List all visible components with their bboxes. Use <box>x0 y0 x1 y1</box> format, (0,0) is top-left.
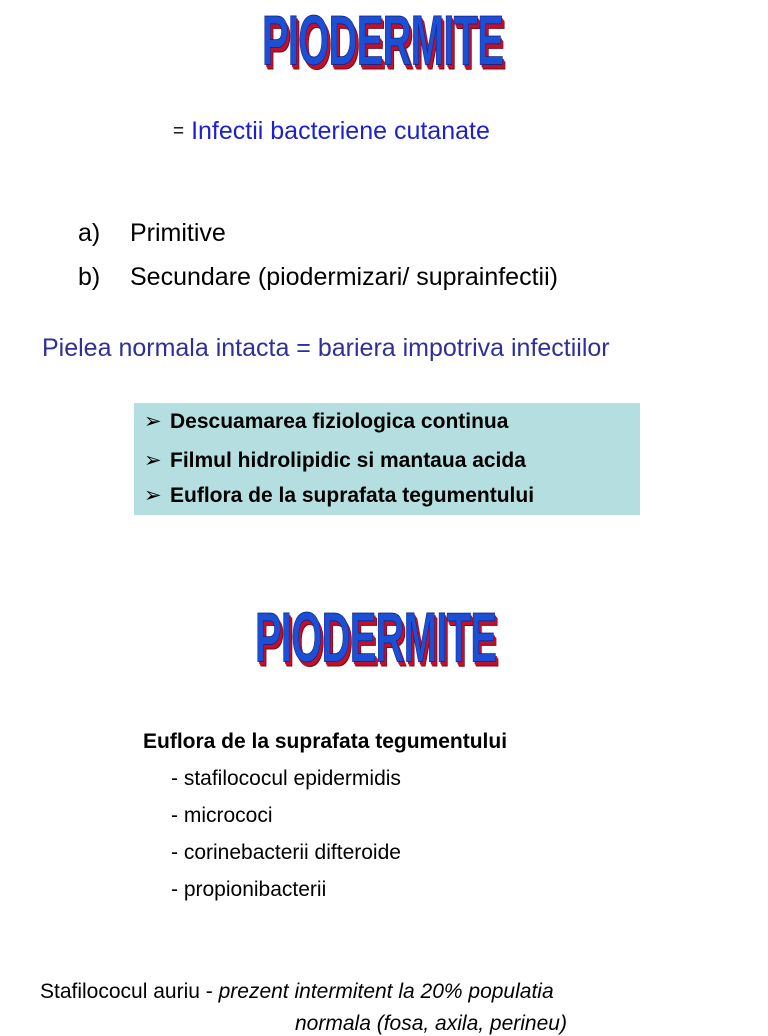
definition-line <box>173 117 490 146</box>
barrier-item-label: Descuamarea fiziologica continua <box>170 410 509 433</box>
slide-title-wordart: PIODERMITE <box>262 2 504 81</box>
staph-lead: Stafilococul auriu - <box>40 980 219 1003</box>
slide-title-wordart-second: PIODERMITE <box>255 599 497 678</box>
arrow-bullet-icon: ➢ <box>144 484 162 507</box>
type-label: Secundare (piodermizari/ suprainfectii) <box>130 263 558 291</box>
arrow-bullet-icon: ➢ <box>144 449 162 472</box>
staph-aureus-line-continued: normala (fosa, axila, perineu) <box>295 1012 567 1035</box>
barrier-list-box <box>134 403 640 515</box>
type-item-primitive <box>78 219 226 248</box>
flora-list-item: - micrococi <box>171 804 273 827</box>
barrier-item-label: Euflora de la suprafata tegumentului <box>170 484 535 507</box>
equals-sign: = <box>173 121 185 142</box>
barrier-item-label: Filmul hidrolipidic si mantaua acida <box>170 449 526 472</box>
staph-aureus-line <box>40 980 554 1004</box>
normal-skin-statement: Pielea normala intacta = bariera impotriva infectiilor <box>42 334 610 362</box>
type-letter: a) <box>78 219 101 247</box>
flora-heading: Euflora de la suprafata tegumentului <box>143 730 508 753</box>
barrier-item <box>144 448 526 473</box>
type-item-secondary <box>78 263 558 292</box>
flora-list-item: - propionibacterii <box>171 878 327 901</box>
type-label: Primitive <box>130 219 226 247</box>
flora-list-item: - corinebacterii difteroide <box>171 841 401 864</box>
barrier-item <box>144 483 534 508</box>
barrier-item <box>144 409 508 434</box>
arrow-bullet-icon: ➢ <box>144 410 162 433</box>
flora-list-item: - stafilococul epidermidis <box>171 767 401 790</box>
type-letter: b) <box>78 263 101 291</box>
staph-italic-text: prezent intermitent la 20% populatia <box>218 980 554 1003</box>
definition-text: Infectii bacteriene cutanate <box>191 117 490 145</box>
